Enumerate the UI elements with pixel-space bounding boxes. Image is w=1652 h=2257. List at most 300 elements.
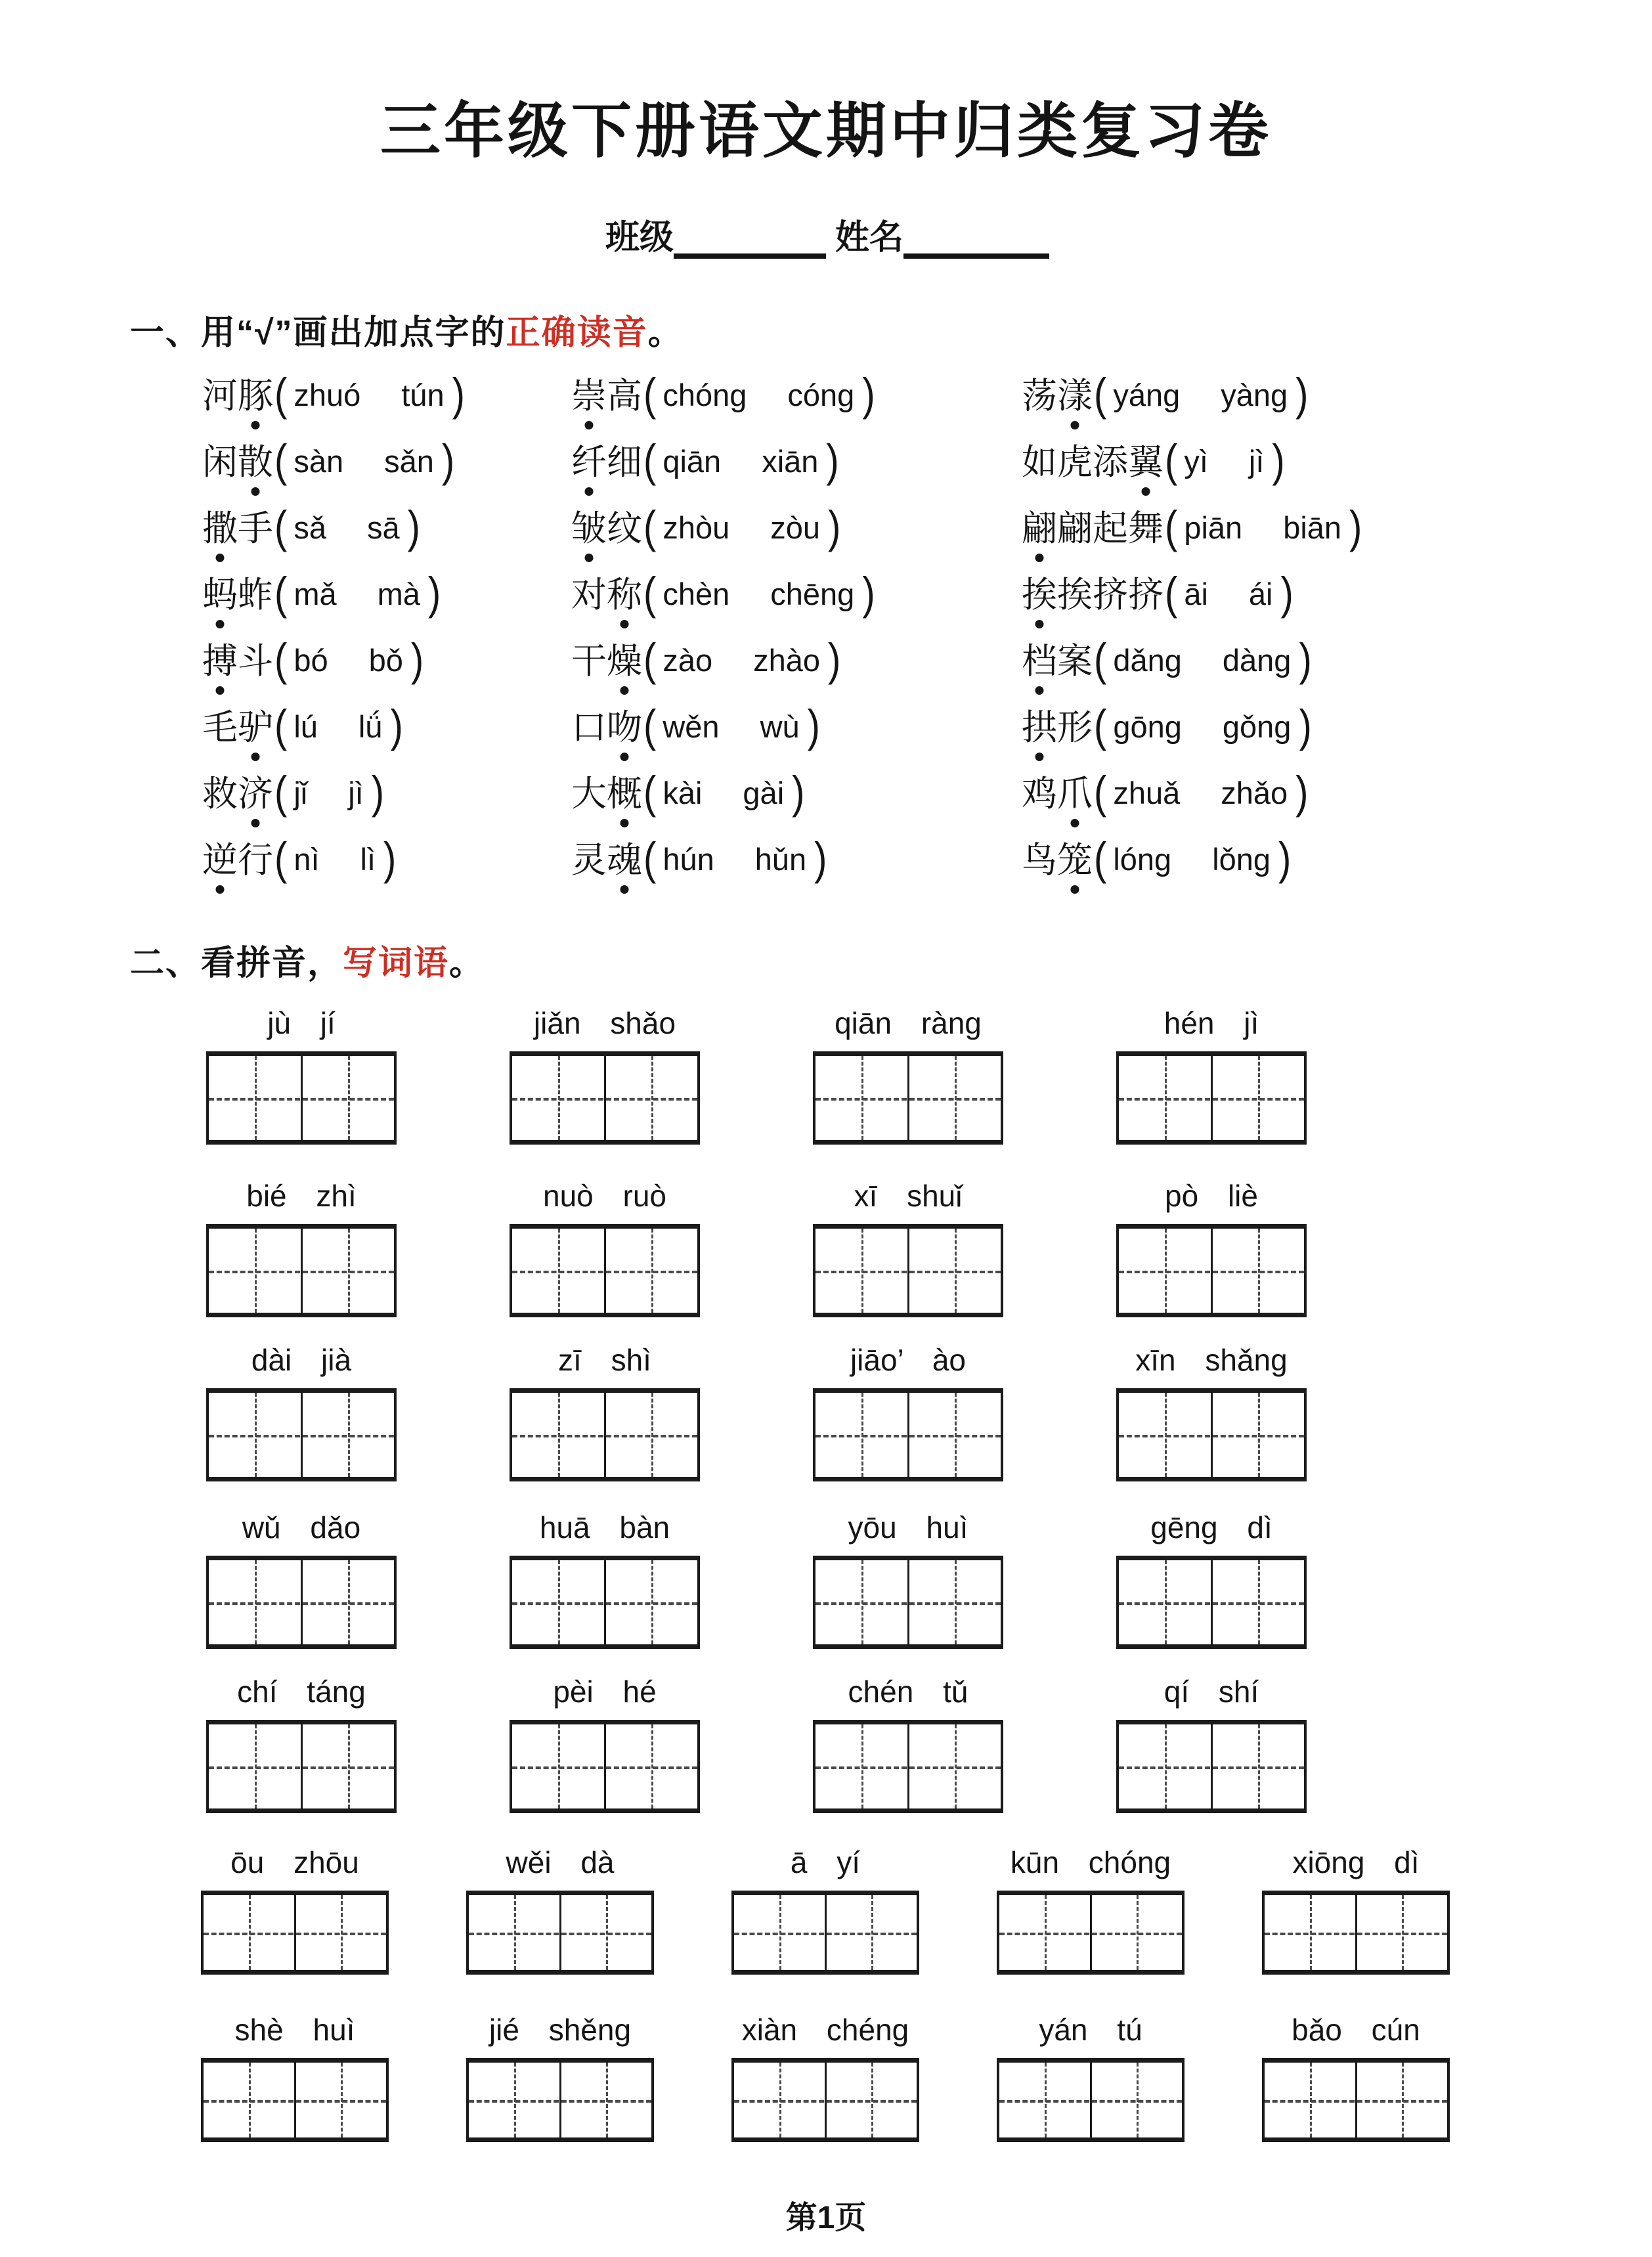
dotted-character: 魂 <box>607 839 642 881</box>
dotted-character: 驴 <box>238 707 273 748</box>
pinyin-option-1[interactable]: zhuǎ <box>1113 776 1181 810</box>
writing-cell[interactable] <box>1265 1895 1357 1970</box>
class-label: 班级 <box>605 219 674 257</box>
word-entry <box>571 833 1022 885</box>
pinyin-option-2[interactable]: dàng <box>1222 643 1292 678</box>
paren-open-icon: ( <box>643 369 657 420</box>
dotted-character: 皱 <box>571 508 607 549</box>
pinyin-label: chí táng <box>237 1675 366 1709</box>
word-entry <box>571 435 1022 487</box>
pinyin-word-cell <box>201 1834 389 1975</box>
pinyin-option-1[interactable]: zào <box>663 643 713 678</box>
writing-cell[interactable] <box>909 1056 1001 1140</box>
section2-heading <box>130 935 485 984</box>
writing-box[interactable] <box>1262 1891 1450 1975</box>
paren-open-icon: ( <box>274 833 288 885</box>
pinyin-row <box>201 2002 1450 2142</box>
pinyin-row <box>206 1663 1307 1813</box>
writing-cell[interactable] <box>999 2063 1092 2137</box>
writing-cell[interactable] <box>296 2063 387 2137</box>
pinyin-option-1[interactable]: gōng <box>1113 709 1182 744</box>
writing-box[interactable] <box>466 2058 654 2142</box>
pinyin-option-2[interactable]: lǒng <box>1212 842 1271 877</box>
dotted-character: 笼 <box>1057 839 1093 881</box>
paren-open-icon: ( <box>1165 502 1178 553</box>
writing-cell[interactable] <box>1265 2063 1357 2137</box>
writing-box[interactable] <box>997 2058 1185 2142</box>
writing-cell[interactable] <box>1092 1895 1183 1970</box>
writing-box[interactable] <box>466 1891 654 1975</box>
paren-close-icon: ) <box>390 701 403 752</box>
pinyin-option-2[interactable]: cóng <box>787 378 855 412</box>
writing-box[interactable] <box>1262 2058 1450 2142</box>
writing-box[interactable] <box>813 1720 1003 1813</box>
writing-box[interactable] <box>206 1556 397 1649</box>
writing-box[interactable] <box>206 1720 397 1813</box>
paren-open-icon: ( <box>643 568 657 619</box>
paren-close-icon: ) <box>1295 369 1309 420</box>
writing-cell[interactable] <box>561 1895 652 1970</box>
pinyin-option-1[interactable]: qiān <box>663 444 722 479</box>
paren-close-icon: ) <box>1272 435 1285 487</box>
pinyin-word-cell <box>997 1834 1185 1975</box>
pinyin-word-cell <box>1116 1499 1307 1649</box>
writing-cell[interactable] <box>1119 1056 1213 1140</box>
word-text: 荡漾 <box>1022 375 1093 416</box>
pinyin-option-2[interactable]: tún <box>401 378 445 412</box>
word-text: 鸡爪 <box>1022 773 1093 814</box>
pinyin-word-cell <box>510 995 700 1145</box>
pinyin-option-1[interactable]: mǎ <box>293 577 337 611</box>
paren-close-icon: ) <box>371 767 385 818</box>
pinyin-row <box>206 995 1307 1145</box>
writing-cell[interactable] <box>303 1724 395 1808</box>
writing-cell[interactable] <box>606 1229 698 1313</box>
word-text: 救济 <box>202 773 273 814</box>
pinyin-option-2[interactable]: sā <box>366 510 400 545</box>
word-text: 挨挨挤挤 <box>1022 574 1163 615</box>
pinyin-option-1[interactable]: zhuó <box>293 378 361 412</box>
section1-prompt-end: 。 <box>647 314 684 352</box>
pinyin-label: chén tǔ <box>848 1675 968 1709</box>
pinyin-option-1[interactable]: lú <box>293 709 318 744</box>
writing-cell[interactable] <box>512 1560 606 1644</box>
pinyin-word-cell <box>510 1499 700 1649</box>
pinyin-option-1[interactable]: dǎng <box>1113 643 1182 678</box>
writing-cell[interactable] <box>909 1393 1001 1477</box>
paren-close-icon: ) <box>1280 568 1293 619</box>
pinyin-option-2[interactable]: sǎn <box>384 444 434 479</box>
paren-open-icon: ( <box>274 767 288 818</box>
writing-cell[interactable] <box>909 1229 1001 1313</box>
word-entry <box>571 369 1022 420</box>
writing-cell[interactable] <box>606 1560 698 1644</box>
writing-cell[interactable] <box>1213 1056 1305 1140</box>
writing-cell[interactable] <box>303 1393 395 1477</box>
paren-close-icon: ) <box>1299 701 1312 752</box>
dotted-character: 纤 <box>571 441 607 483</box>
word-entry <box>1022 369 1362 420</box>
pinyin-word-cell <box>201 2002 389 2142</box>
paren-close-icon: ) <box>383 833 397 885</box>
word-text: 档案 <box>1022 640 1093 682</box>
pinyin-word-cell <box>813 995 1003 1145</box>
writing-cell[interactable] <box>512 1229 606 1313</box>
pinyin-row <box>206 1168 1307 1317</box>
paren-open-icon: ( <box>1165 435 1178 487</box>
writing-box[interactable] <box>1116 1720 1307 1813</box>
writing-cell[interactable] <box>204 1895 296 1970</box>
pinyin-label: hén jì <box>1163 1006 1259 1040</box>
writing-cell[interactable] <box>303 1560 395 1644</box>
writing-cell[interactable] <box>606 1724 698 1808</box>
paren-close-icon: ) <box>862 369 875 420</box>
writing-cell[interactable] <box>815 1393 909 1477</box>
word-entry <box>202 369 571 420</box>
writing-cell[interactable] <box>1092 2063 1183 2137</box>
section2-prompt-highlight: 写词语 <box>343 944 450 982</box>
paren-close-icon: ) <box>407 502 420 553</box>
name-label: 姓名 <box>835 219 904 257</box>
paren-open-icon: ( <box>1094 701 1107 752</box>
word-text: 河豚 <box>202 375 273 416</box>
pinyin-option-2[interactable]: xiān <box>762 444 819 479</box>
pinyin-option-2[interactable]: wù <box>760 709 800 744</box>
writing-cell[interactable] <box>303 1056 395 1140</box>
writing-box[interactable] <box>510 1388 700 1481</box>
writing-cell[interactable] <box>1213 1229 1305 1313</box>
pinyin-option-1[interactable]: hún <box>663 842 714 877</box>
word-text: 崇高 <box>571 375 642 416</box>
dotted-character: 崇 <box>571 375 607 416</box>
pinyin-word-cell <box>1116 1168 1307 1317</box>
paren-open-icon: ( <box>274 634 288 686</box>
writing-cell[interactable] <box>512 1724 606 1808</box>
word-text: 逆行 <box>202 839 273 881</box>
dotted-character: 翼 <box>1128 441 1163 483</box>
word-entry <box>571 634 1022 686</box>
writing-box[interactable] <box>510 1224 700 1317</box>
writing-cell[interactable] <box>209 1229 303 1313</box>
pinyin-label: wǔ dǎo <box>242 1510 361 1545</box>
pinyin-option-2[interactable]: jì <box>1248 444 1265 479</box>
writing-box[interactable] <box>201 2058 389 2142</box>
pinyin-option-1[interactable]: yì <box>1184 444 1208 479</box>
writing-box[interactable] <box>201 1891 389 1975</box>
dotted-character: 逆 <box>202 839 238 881</box>
pinyin-label: nuò ruò <box>542 1179 666 1213</box>
pinyin-row <box>206 1332 1307 1481</box>
pinyin-option-1[interactable]: chèn <box>663 577 730 611</box>
word-text: 口吻 <box>571 707 642 748</box>
writing-cell[interactable] <box>512 1056 606 1140</box>
pinyin-option-2[interactable]: zòu <box>770 510 821 545</box>
pinyin-option-2[interactable]: lǘ <box>358 709 383 744</box>
pinyin-label: jiāo’ ào <box>850 1343 967 1377</box>
writing-cell[interactable] <box>1119 1229 1213 1313</box>
word-text: 如虎添翼 <box>1022 441 1163 483</box>
writing-box[interactable] <box>1116 1388 1307 1481</box>
pinyin-label: jié shěng <box>489 2013 632 2047</box>
pinyin-word-cell <box>466 2002 654 2142</box>
section1-heading <box>130 305 684 354</box>
paren-close-icon: ) <box>862 568 875 619</box>
writing-cell[interactable] <box>209 1393 303 1477</box>
pinyin-word-cell <box>1262 1834 1450 1975</box>
pinyin-option-1[interactable]: āi <box>1184 577 1208 611</box>
pinyin-option-2[interactable]: ái <box>1248 577 1273 611</box>
writing-box[interactable] <box>1116 1051 1307 1145</box>
writing-cell[interactable] <box>204 2063 296 2137</box>
pinyin-label: huā bàn <box>539 1510 670 1545</box>
writing-cell[interactable] <box>469 2063 561 2137</box>
paren-open-icon: ( <box>643 833 657 885</box>
writing-cell[interactable] <box>815 1056 909 1140</box>
paren-open-icon: ( <box>1165 568 1178 619</box>
writing-box[interactable] <box>1116 1556 1307 1649</box>
paren-open-icon: ( <box>274 701 288 752</box>
paren-close-icon: ) <box>792 767 805 818</box>
pinyin-label: kūn chóng <box>1010 1845 1171 1879</box>
pinyin-option-1[interactable]: bó <box>293 643 328 678</box>
pinyin-label: xiàn chéng <box>741 2013 909 2047</box>
word-entry <box>571 701 1022 752</box>
pinyin-option-1[interactable]: wěn <box>663 709 720 744</box>
writing-cell[interactable] <box>827 2063 917 2137</box>
dotted-character: 概 <box>607 773 642 814</box>
pinyin-word-cell <box>731 1834 919 1975</box>
pinyin-option-1[interactable]: chóng <box>663 378 747 412</box>
pinyin-option-2[interactable]: biān <box>1283 510 1342 545</box>
writing-box[interactable] <box>731 2058 919 2142</box>
writing-box[interactable] <box>206 1388 397 1481</box>
paren-close-icon: ) <box>1295 767 1309 818</box>
writing-cell[interactable] <box>1213 1724 1305 1808</box>
pinyin-label: yán tú <box>1039 2013 1142 2047</box>
writing-cell[interactable] <box>734 2063 827 2137</box>
paren-close-icon: ) <box>814 833 827 885</box>
writing-cell[interactable] <box>815 1229 909 1313</box>
paren-open-icon: ( <box>643 767 657 818</box>
word-entry <box>571 568 1022 619</box>
writing-cell[interactable] <box>1213 1560 1305 1644</box>
writing-cell[interactable] <box>209 1056 303 1140</box>
word-text: 撒手 <box>202 508 273 549</box>
word-text: 大概 <box>571 773 642 814</box>
paren-open-icon: ( <box>274 435 288 487</box>
pinyin-word-cell <box>206 1663 397 1813</box>
section1-prompt-highlight: 正确读音 <box>506 314 648 352</box>
writing-cell[interactable] <box>815 1560 909 1644</box>
dotted-character: 济 <box>238 773 273 814</box>
pinyin-option-1[interactable]: sàn <box>293 444 344 479</box>
pinyin-option-2[interactable]: chēng <box>770 577 855 611</box>
writing-box[interactable] <box>813 1224 1003 1317</box>
pronunciation-grid <box>202 369 1362 905</box>
word-entry <box>1022 833 1362 885</box>
paren-open-icon: ( <box>1094 767 1107 818</box>
name-blank[interactable] <box>903 222 1049 259</box>
writing-cell[interactable] <box>734 1895 827 1970</box>
pinyin-option-2[interactable]: lì <box>360 842 376 877</box>
pinyin-option-1[interactable]: piān <box>1184 510 1243 545</box>
section2-prompt: 看拼音， <box>201 944 343 982</box>
pinyin-label: qí shí <box>1163 1675 1259 1709</box>
pinyin-option-1[interactable]: yáng <box>1113 378 1181 412</box>
word-entry <box>1022 568 1362 619</box>
writing-cell[interactable] <box>815 1724 909 1808</box>
pinyin-label: pò liè <box>1165 1179 1258 1213</box>
writing-cell[interactable] <box>606 1393 698 1477</box>
pinyin-option-1[interactable]: jǐ <box>293 776 308 810</box>
word-text: 闲散 <box>202 441 273 483</box>
dotted-character: 拱 <box>1022 707 1057 748</box>
word-entry <box>1022 701 1362 752</box>
writing-box[interactable] <box>731 1891 919 1975</box>
pinyin-word-cell <box>206 1499 397 1649</box>
writing-cell[interactable] <box>606 1056 698 1140</box>
pinyin-option-1[interactable]: lóng <box>1113 842 1172 877</box>
writing-cell[interactable] <box>561 2063 652 2137</box>
pinyin-label: xiōng dì <box>1292 1845 1420 1879</box>
pinyin-option-2[interactable]: zhǎo <box>1221 776 1288 810</box>
writing-cell[interactable] <box>1119 1560 1213 1644</box>
pinyin-option-2[interactable]: bǒ <box>368 643 403 678</box>
pinyin-row <box>206 1499 1307 1649</box>
word-text: 毛驴 <box>202 707 273 748</box>
dotted-character: 燥 <box>607 640 642 682</box>
writing-box[interactable] <box>813 1051 1003 1145</box>
pinyin-option-2[interactable]: jì <box>348 776 364 810</box>
paren-close-icon: ) <box>828 502 841 553</box>
pinyin-word-cell <box>510 1168 700 1317</box>
class-blank[interactable] <box>674 222 826 259</box>
pinyin-option-2[interactable]: zhào <box>753 643 821 678</box>
pinyin-label: gēng dì <box>1150 1510 1272 1545</box>
writing-cell[interactable] <box>909 1560 1001 1644</box>
word-entry <box>202 767 571 818</box>
word-entry <box>202 435 571 487</box>
writing-cell[interactable] <box>1357 1895 1448 1970</box>
dotted-character: 档 <box>1022 640 1057 682</box>
writing-cell[interactable] <box>1119 1724 1213 1808</box>
pinyin-word-cell <box>466 1834 654 1975</box>
writing-cell[interactable] <box>209 1560 303 1644</box>
word-entry <box>571 767 1022 818</box>
writing-cell[interactable] <box>303 1229 395 1313</box>
writing-box[interactable] <box>997 1891 1185 1975</box>
writing-box[interactable] <box>510 1720 700 1813</box>
writing-box[interactable] <box>206 1051 397 1145</box>
writing-cell[interactable] <box>512 1393 606 1477</box>
word-entry <box>1022 767 1362 818</box>
pinyin-option-2[interactable]: gǒng <box>1222 709 1292 744</box>
pinyin-label: jù jí <box>267 1006 336 1040</box>
pinyin-option-2[interactable]: mà <box>377 577 420 611</box>
writing-box[interactable] <box>510 1556 700 1649</box>
pinyin-word-cell <box>731 2002 919 2142</box>
writing-cell[interactable] <box>1213 1393 1305 1477</box>
pinyin-label: ōu zhōu <box>230 1845 359 1879</box>
writing-cell[interactable] <box>999 1895 1092 1970</box>
pinyin-label: dài jià <box>251 1343 352 1377</box>
writing-cell[interactable] <box>1119 1393 1213 1477</box>
pinyin-option-1[interactable]: zhòu <box>663 510 730 545</box>
dotted-character: 爪 <box>1057 773 1093 814</box>
paren-open-icon: ( <box>643 701 657 752</box>
pinyin-option-1[interactable]: sǎ <box>293 510 326 545</box>
section2-number: 二、 <box>130 944 202 982</box>
paren-close-icon: ) <box>410 634 424 686</box>
pinyin-option-2[interactable]: yàng <box>1221 378 1288 412</box>
paren-open-icon: ( <box>274 568 288 619</box>
paren-open-icon: ( <box>643 435 657 487</box>
word-text: 皱纹 <box>571 508 642 549</box>
dotted-character: 翩 <box>1022 508 1057 549</box>
pinyin-word-cell <box>1116 1332 1307 1481</box>
writing-box[interactable] <box>510 1051 700 1145</box>
pinyin-word-cell <box>997 2002 1185 2142</box>
paren-close-icon: ) <box>807 701 820 752</box>
writing-box[interactable] <box>1116 1224 1307 1317</box>
writing-cell[interactable] <box>909 1724 1001 1808</box>
pinyin-label: xīn shǎng <box>1135 1343 1288 1377</box>
paren-open-icon: ( <box>274 502 288 553</box>
paren-open-icon: ( <box>274 369 288 420</box>
dotted-character: 吻 <box>607 707 642 748</box>
paren-open-icon: ( <box>1094 369 1107 420</box>
pinyin-word-cell <box>1262 2002 1450 2142</box>
worksheet-title: 三年级下册语文期中归类复习卷 <box>380 98 1272 165</box>
word-text: 搏斗 <box>202 640 273 682</box>
writing-box[interactable] <box>206 1224 397 1317</box>
word-text: 拱形 <box>1022 707 1093 748</box>
pinyin-option-1[interactable]: nì <box>293 842 320 877</box>
writing-box[interactable] <box>813 1388 1003 1481</box>
dotted-character: 漾 <box>1057 375 1093 416</box>
pinyin-word-cell <box>1116 1663 1307 1813</box>
pinyin-label: bǎo cún <box>1292 2013 1420 2047</box>
pinyin-label: pèi hé <box>553 1675 657 1709</box>
word-entry <box>202 568 571 619</box>
paren-close-icon: ) <box>1278 833 1292 885</box>
pinyin-word-cell <box>510 1332 700 1481</box>
word-entry <box>202 634 571 686</box>
writing-cell[interactable] <box>827 1895 917 1970</box>
writing-cell[interactable] <box>209 1724 303 1808</box>
writing-cell[interactable] <box>469 1895 561 1970</box>
pinyin-label: yōu huì <box>848 1510 968 1545</box>
pinyin-option-2[interactable]: hǔn <box>754 842 807 877</box>
pinyin-option-2[interactable]: gài <box>743 776 785 810</box>
writing-cell[interactable] <box>296 1895 387 1970</box>
paren-open-icon: ( <box>643 502 657 553</box>
paren-close-icon: ) <box>452 369 465 420</box>
dotted-character: 撒 <box>202 508 238 549</box>
writing-box[interactable] <box>813 1556 1003 1649</box>
pinyin-label: zī shì <box>558 1343 651 1377</box>
pinyin-word-cell <box>206 1168 397 1317</box>
dotted-character: 豚 <box>238 375 273 416</box>
writing-cell[interactable] <box>1357 2063 1448 2137</box>
word-text: 对称 <box>571 574 642 615</box>
word-text: 纤细 <box>571 441 642 483</box>
word-text: 干燥 <box>571 640 642 682</box>
pinyin-option-1[interactable]: kài <box>663 776 703 810</box>
word-entry <box>571 502 1022 553</box>
pinyin-word-cell <box>1116 995 1307 1145</box>
paren-open-icon: ( <box>643 634 657 686</box>
